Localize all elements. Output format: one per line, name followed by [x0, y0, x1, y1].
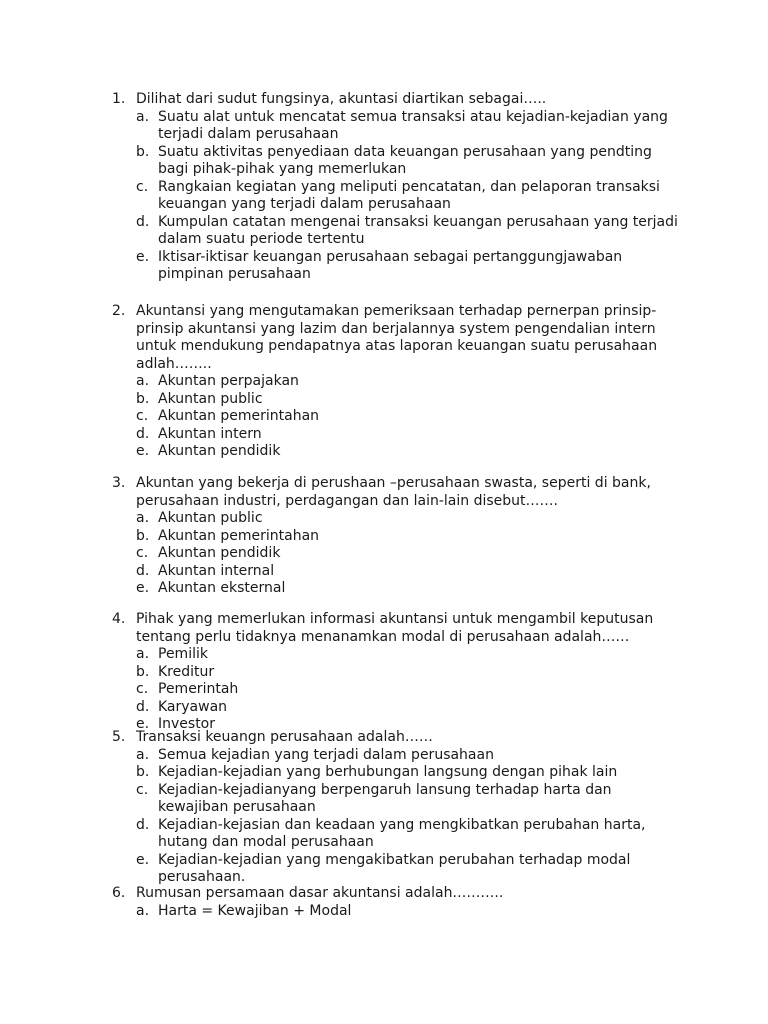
option-text: Akuntan eksternal [158, 580, 286, 596]
option-text: Akuntan perpajakan [158, 373, 299, 389]
option-c [112, 782, 682, 817]
question-text: Pihak yang memerlukan informasi akuntansi untuk mengambil keputusan tentang perlu tidaknya menanamkan modal di perusahaan adalah…… [136, 611, 654, 645]
option-letter: e. [136, 443, 150, 459]
option-list [112, 510, 682, 598]
question-number: 1. [112, 91, 126, 107]
question-number: 6. [112, 885, 126, 901]
option-c [112, 545, 682, 563]
option-b [112, 764, 682, 782]
option-text: Kejadian-kejadianyang berpengaruh lansung terhadap harta dan kewajiban perusahaan [158, 781, 612, 815]
option-letter: c. [136, 781, 149, 798]
option-d [112, 817, 682, 852]
option-letter: c. [136, 178, 149, 195]
option-a [112, 373, 682, 391]
option-text: Kumpulan catatan mengenai transaksi keuangan perusahaan yang terjadi dalam suatu periode tertentu [158, 213, 678, 247]
option-b [112, 528, 682, 546]
option-letter: a. [136, 373, 150, 389]
option-a [112, 109, 682, 144]
question-number: 4. [112, 611, 126, 627]
question-text: Dilihat dari sudut fungsinya, akuntasi diartikan sebagai….. [136, 91, 547, 107]
option-list [112, 747, 682, 887]
option-text: Akuntan intern [158, 425, 262, 442]
option-letter: a. [136, 108, 150, 125]
option-e [112, 852, 682, 887]
option-b [112, 391, 682, 409]
option-letter: b. [136, 663, 150, 680]
option-list [112, 646, 682, 734]
option-letter: b. [136, 764, 150, 780]
option-letter: d. [136, 425, 150, 442]
option-text: Akuntan internal [158, 562, 275, 579]
option-letter: d. [136, 816, 150, 833]
question-3 [112, 475, 682, 598]
option-letter: b. [136, 527, 150, 544]
option-text: Suatu aktivitas penyediaan data keuangan perusahaan yang pendting bagi pihak-pihak yang memerlukan [158, 143, 652, 177]
option-text: Akuntan pemerintahan [158, 527, 320, 544]
question-4 [112, 611, 682, 734]
option-text: Kejadian-kejasian dan keadaan yang mengkibatkan perubahan harta, hutang dan modal perusahaan [158, 816, 646, 850]
question-6 [112, 885, 682, 920]
option-text: Pemerintah [158, 681, 239, 697]
option-a [112, 747, 682, 765]
option-c [112, 681, 682, 699]
option-text: Investor [158, 716, 216, 732]
question-2 [112, 303, 682, 461]
option-text: Karyawan [158, 698, 228, 715]
option-d [112, 563, 682, 581]
option-list [112, 373, 682, 461]
option-text: Akuntan public [158, 510, 263, 526]
option-e [112, 443, 682, 461]
option-d [112, 214, 682, 249]
option-b [112, 664, 682, 682]
option-text: Suatu alat untuk mencatat semua transaksi atau kejadian-kejadian yang terjadi dalam perusahaan [158, 108, 668, 142]
option-text: Semua kejadian yang terjadi dalam perusahaan [158, 746, 494, 763]
option-letter: e. [136, 580, 150, 596]
option-letter: b. [136, 143, 150, 160]
option-text: Akuntan public [158, 390, 263, 407]
option-e [112, 249, 682, 284]
option-letter: c. [136, 545, 149, 561]
option-list [112, 109, 682, 284]
option-text: Akuntan pendidik [158, 545, 281, 561]
question-number: 5. [112, 729, 126, 745]
option-a [112, 646, 682, 664]
option-letter: d. [136, 698, 150, 715]
option-d [112, 426, 682, 444]
question-number: 3. [112, 475, 126, 491]
question-text: Transaksi keuangn perusahaan adalah…… [136, 729, 433, 745]
option-e [112, 580, 682, 598]
option-a [112, 510, 682, 528]
option-d [112, 699, 682, 717]
question-text: Akuntansi yang mengutamakan pemeriksaan terhadap pernerpan prinsip-prinsip akuntansi yang lazim dan berjalannya system pengendalian intern untuk mendukung pendapatnya atas laporan keuangan suatu perusahaan adlah…….. [136, 303, 658, 372]
option-text: Akuntan pemerintahan [158, 408, 320, 424]
option-letter: b. [136, 390, 150, 407]
option-letter: a. [136, 902, 150, 919]
option-letter: c. [136, 681, 149, 697]
option-letter: e. [136, 248, 150, 265]
option-letter: a. [136, 510, 150, 526]
option-text: Kreditur [158, 663, 215, 680]
option-text: Kejadian-kejadian yang mengakibatkan perubahan terhadap modal perusahaan. [158, 851, 631, 885]
option-text: Pemilik [158, 646, 208, 662]
option-text: Akuntan pendidik [158, 443, 281, 459]
option-text: Harta = Kewajiban + Modal [158, 902, 352, 919]
question-text: Rumusan persamaan dasar akuntansi adalah……….. [136, 885, 504, 901]
option-letter: a. [136, 646, 150, 662]
option-letter: e. [136, 716, 150, 732]
option-text: Kejadian-kejadian yang berhubungan langsung dengan pihak lain [158, 764, 618, 780]
option-letter: e. [136, 851, 150, 868]
option-b [112, 144, 682, 179]
option-c [112, 179, 682, 214]
option-letter: c. [136, 408, 149, 424]
question-text: Akuntan yang bekerja di perushaan –perusahaan swasta, seperti di bank, perusahaan industri, perdagangan dan lain-lain disebut……. [136, 475, 651, 509]
option-c [112, 408, 682, 426]
option-text: Iktisar-iktisar keuangan perusahaan sebagai pertanggungjawaban pimpinan perusahaan [158, 248, 623, 282]
option-letter: d. [136, 562, 150, 579]
question-1 [112, 91, 682, 284]
question-5 [112, 729, 682, 887]
question-number: 2. [112, 303, 126, 319]
option-a [112, 903, 682, 921]
option-letter: a. [136, 746, 150, 763]
option-letter: d. [136, 213, 150, 230]
option-list [112, 903, 682, 921]
option-text: Rangkaian kegiatan yang meliputi pencatatan, dan pelaporan transaksi keuangan yang terjadi dalam perusahaan [158, 178, 660, 212]
